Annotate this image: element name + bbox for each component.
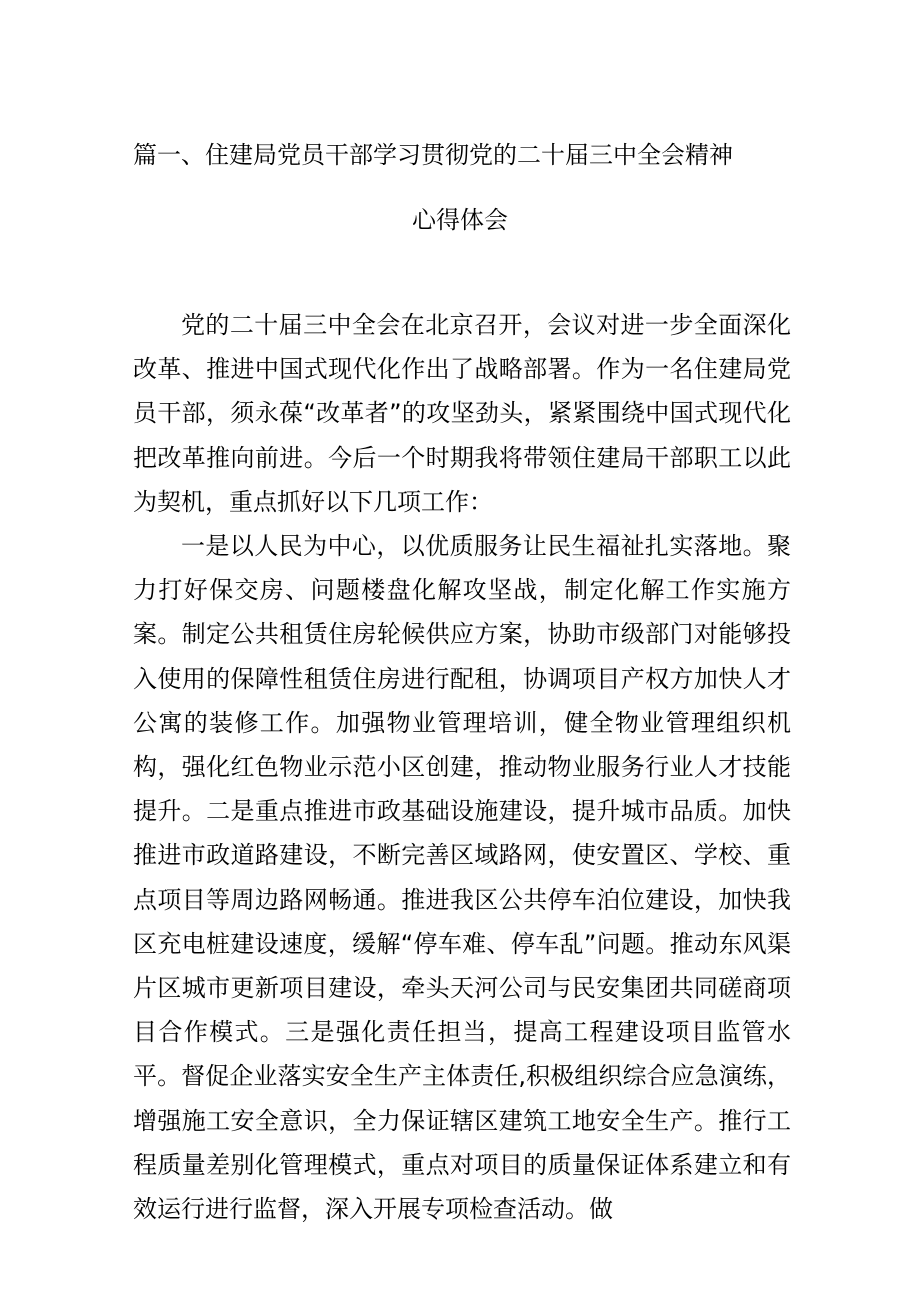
document-title: 篇一、住建局党员干部学习贯彻党的二十届三中全会精神 xyxy=(133,141,733,169)
paragraph-intro: 党的二十届三中全会在北京召开，会议对进一步全面深化改革、推进中国式现代化作出了战略部署。作为一名住建局党员干部，须永葆“改革者”的攻坚劲头，紧紧围绕中国式现代化把改革推向前进。今后一个时期我将带领住建局干部职工以此为契机，重点抓好以下几项工作： xyxy=(133,311,791,516)
paragraph-work-items: 一是以人民为中心，以优质服务让民生福祉扎实落地。聚力打好保交房、问题楼盘化解攻坚战，制定化解工作实施方案。制定公共租赁住房轮候供应方案，协助市级部门对能够投入使用的保障性租赁住房进行配租，协调项目产权方加快人才公寓的装修工作。加强物业管理培训，健全物业管理组织机构，强化红色物业示范小区创建，推动物业服务行业人才技能提升。二是重点推进市政基础设施建设，提升城市品质。加快推进市政道路建设，不断完善区域路网，使安置区、学校、重点项目等周边路网畅通。推进我区公共停车泊位建设，加快我区充电桩建设速度，缓解“停车难、停车乱”问题。推动东风渠片区城市更新项目建设，牵头天河公司与民安集团共同磋商项目合作模式。三是强化责任担当，提高工程建设项目监管水平。督促企业落实安全生产主体责任,积极组织综合应急演练，增强施工安全意识，全力保证辖区建筑工地安全生产。推行工程质量差别化管理模式，重点对项目的质量保证体系建立和有效运行进行监督，深入开展专项检查活动。做 xyxy=(133,532,791,1224)
document-body xyxy=(133,303,791,1231)
document-subtitle: 心得体会 xyxy=(412,206,508,234)
